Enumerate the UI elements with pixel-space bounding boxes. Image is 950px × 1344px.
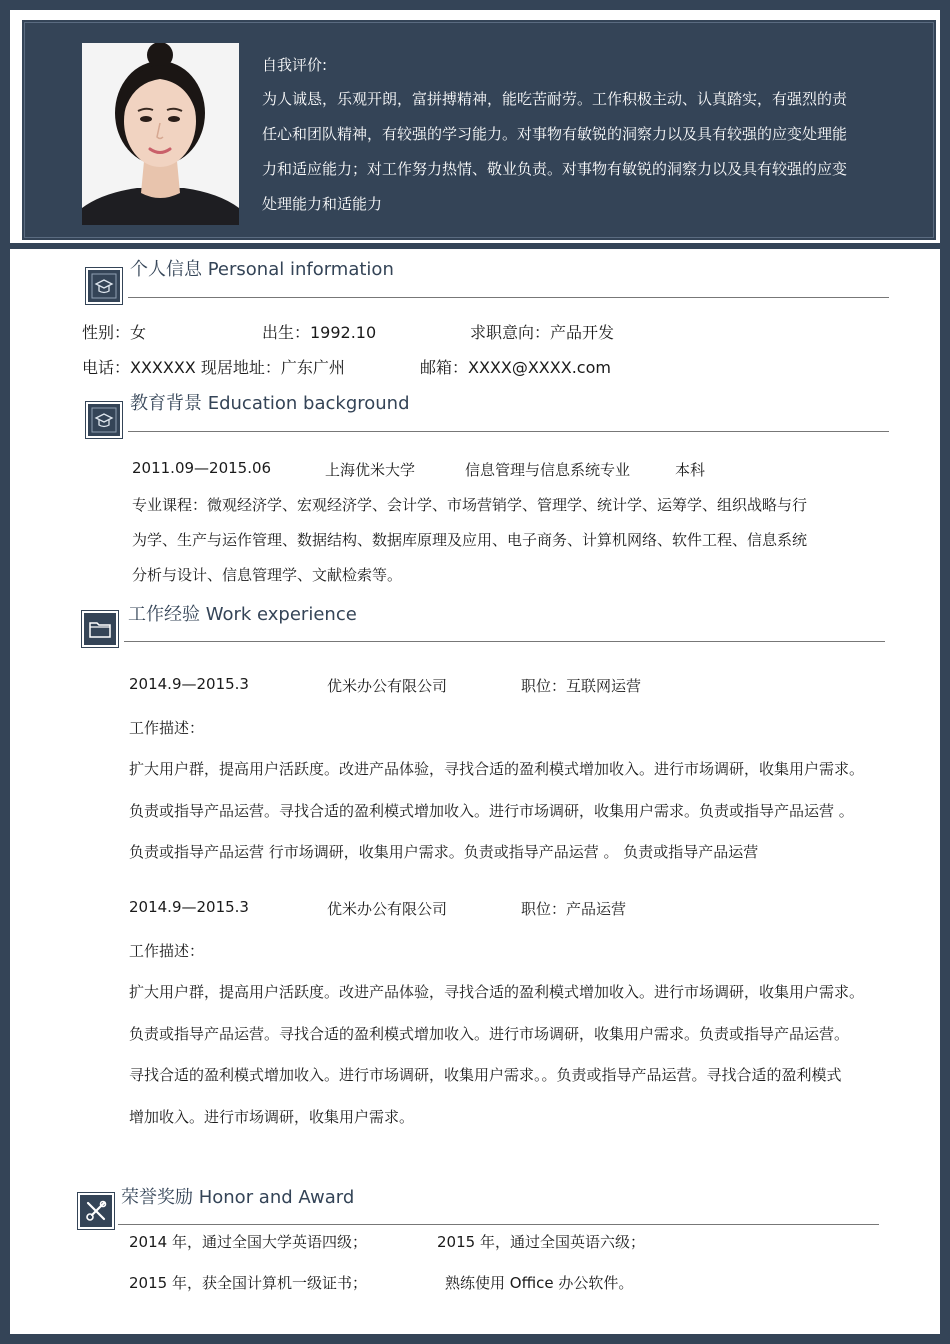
graduation-cap-icon [88, 270, 120, 302]
tools-icon [80, 1195, 112, 1227]
self-eval-line: 为人诚恳，乐观开朗，富拼搏精神，能吃苦耐劳。工作积极主动、认真踏实，有强烈的责 [262, 90, 848, 108]
job-desc-line: 增加收入。进行市场调研，收集用户需求。 [129, 1108, 415, 1126]
job-desc-line: 扩大用户群，提高用户活跃度。改进产品体验，寻找合适的盈利模式增加收入。进行市场调研，收集用户需求。 [129, 760, 865, 778]
job-desc-label: 工作描述： [129, 719, 205, 737]
job-period: 2014.9—2015.3 [129, 675, 249, 693]
self-eval-line: 任心和团队精神，有较强的学习能力。对事物有敏锐的洞察力以及具有较强的应变处理能 [262, 125, 848, 143]
job-desc-line: 负责或指导产品运营 行市场调研，收集用户需求。负责或指导产品运营 。 负责或指导产品运营 [129, 843, 759, 861]
graduation-cap-icon [88, 404, 120, 436]
honor-item: 熟练使用 Office 办公软件。 [445, 1274, 634, 1292]
self-eval-line: 力和适应能力；对工作努力热情、敬业负责。对事物有敏锐的洞察力以及具有较强的应变 [262, 160, 848, 178]
header-divider [10, 243, 940, 249]
self-eval-label: 自我评价: [262, 56, 328, 74]
education-section-line [128, 431, 889, 432]
job-intent-field: 求职意向：产品开发 [470, 323, 615, 342]
honor-section-line [118, 1224, 879, 1225]
job-desc-line: 扩大用户群，提高用户活跃度。改进产品体验，寻找合适的盈利模式增加收入。进行市场调研，收集用户需求。 [129, 983, 865, 1001]
edu-course-line: 为学、生产与运作管理、数据结构、数据库原理及应用、电子商务、计算机网络、软件工程、信息系统 [132, 531, 808, 549]
self-evaluation [262, 52, 894, 222]
gender-field: 性别：女 [82, 323, 147, 342]
self-eval-text [262, 82, 894, 222]
edu-course-line: 专业课程：微观经济学、宏观经济学、会计学、市场营销学、管理学、统计学、运筹学、组织战略与行 [132, 496, 808, 514]
job-position: 职位：产品运营 [521, 900, 627, 918]
edu-degree: 本科 [675, 461, 706, 479]
edu-period: 2011.09—2015.06 [132, 459, 272, 477]
job-desc-label: 工作描述： [129, 942, 205, 960]
email-field: 邮箱：XXXX@XXXX.com [420, 358, 611, 377]
job-desc-line: 寻找合适的盈利模式增加收入。进行市场调研，收集用户需求。。负责或指导产品运营。寻找合适的盈利模式 [129, 1066, 842, 1084]
edu-course-line: 分析与设计、信息管理学、文献检索等。 [132, 566, 403, 584]
job-position: 职位：互联网运营 [521, 677, 642, 695]
phone-address-field: 电话：XXXXXX 现居地址：广东广州 [82, 358, 345, 377]
personal-section-line [128, 297, 889, 298]
education-section-title: 教育背景 Education background [130, 393, 410, 414]
edu-school: 上海优米大学 [325, 461, 416, 479]
edu-major: 信息管理与信息系统专业 [465, 461, 631, 479]
honor-section-title: 荣誉奖励 Honor and Award [121, 1187, 355, 1208]
job-company: 优米办公有限公司 [327, 900, 448, 918]
work-section-title: 工作经验 Work experience [128, 604, 357, 625]
honor-item: 2015 年，获全国计算机一级证书； [129, 1274, 367, 1292]
job-company: 优米办公有限公司 [327, 677, 448, 695]
honor-item: 2015 年，通过全国英语六级； [437, 1233, 645, 1251]
honor-item: 2014 年，通过全国大学英语四级； [129, 1233, 367, 1251]
personal-section-title: 个人信息 Personal information [130, 259, 394, 280]
birth-field: 出生：1992.10 [262, 323, 377, 342]
work-section-line [124, 641, 885, 642]
profile-photo [82, 43, 239, 225]
folder-icon [84, 613, 116, 645]
job-period: 2014.9—2015.3 [129, 898, 249, 916]
resume-page [10, 10, 940, 1334]
header-panel [22, 20, 936, 240]
job-desc-line: 负责或指导产品运营。寻找合适的盈利模式增加收入。进行市场调研，收集用户需求。负责或指导产品运营 。 [129, 802, 854, 820]
job-desc-line: 负责或指导产品运营。寻找合适的盈利模式增加收入。进行市场调研，收集用户需求。负责或指导产品运营。 [129, 1025, 850, 1043]
self-eval-line: 处理能力和适能力 [262, 195, 383, 213]
